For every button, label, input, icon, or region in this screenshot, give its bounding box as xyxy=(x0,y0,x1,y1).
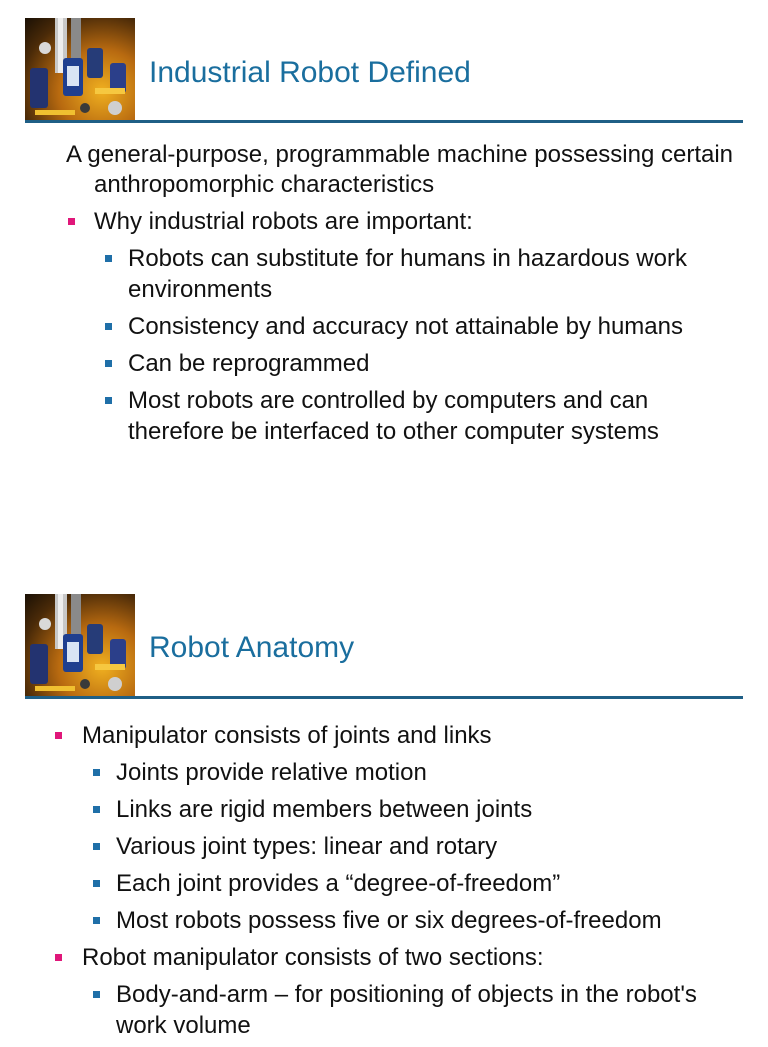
bullet-text: Most robots possess five or six degrees-of-freedom xyxy=(116,907,662,934)
bullet-text: Joints provide relative motion xyxy=(116,759,427,786)
bullet-square-icon xyxy=(55,732,62,739)
bullet-square-icon xyxy=(105,360,112,367)
bullet-square-icon xyxy=(105,323,112,330)
sub-bullet-item xyxy=(0,757,746,788)
slide-robot-anatomy xyxy=(0,576,768,1039)
bullet-text: Robot manipulator consists of two sections: xyxy=(82,944,544,971)
bullet-text: Links are rigid members between joints xyxy=(116,796,533,823)
sub-bullet-item xyxy=(0,243,728,305)
bullet-text: Robots can substitute for humans in hazardous work environments xyxy=(128,245,687,303)
title-divider xyxy=(25,696,743,699)
bullet-square-icon xyxy=(93,769,100,776)
bullet-item xyxy=(0,206,734,237)
sub-bullet-item xyxy=(0,868,746,899)
sub-bullet-item xyxy=(0,831,746,862)
title-divider xyxy=(25,120,743,123)
bullet-square-icon xyxy=(105,255,112,262)
slide-title: Industrial Robot Defined xyxy=(149,56,471,89)
robot-components-thumbnail xyxy=(25,18,135,122)
bullet-square-icon xyxy=(55,954,62,961)
slide-body xyxy=(0,140,768,453)
bullet-text: Each joint provides a “degree-of-freedom” xyxy=(116,870,561,897)
bullet-text: Body-and-arm – for positioning of objects in the robot's work volume xyxy=(116,981,697,1039)
bullet-square-icon xyxy=(93,880,100,887)
bullet-text: Manipulator consists of joints and links xyxy=(82,722,492,749)
bullet-text: Consistency and accuracy not attainable by humans xyxy=(128,313,683,340)
bullet-text: Why industrial robots are important: xyxy=(94,208,473,235)
bullet-item xyxy=(0,942,742,973)
bullet-text: Most robots are controlled by computers and can therefore be interfaced to other computer systems xyxy=(128,387,659,445)
bullet-square-icon xyxy=(93,843,100,850)
sub-bullet-item xyxy=(0,794,746,825)
bullet-item xyxy=(0,720,742,751)
bullet-square-icon xyxy=(93,991,100,998)
bullet-square-icon xyxy=(105,397,112,404)
sub-bullet-item xyxy=(0,385,728,447)
sub-bullet-item xyxy=(0,905,746,936)
intro-text: A general-purpose, programmable machine possessing certain anthropomorphic characteristics xyxy=(66,141,734,198)
slide-title: Robot Anatomy xyxy=(149,631,355,664)
sub-bullet-item xyxy=(0,311,728,342)
slide-body xyxy=(0,720,768,1047)
bullet-text: Can be reprogrammed xyxy=(128,350,370,377)
bullet-square-icon xyxy=(68,218,75,225)
sub-bullet-item xyxy=(0,979,746,1041)
bullet-square-icon xyxy=(93,917,100,924)
bullet-text: Various joint types: linear and rotary xyxy=(116,833,498,860)
bullet-square-icon xyxy=(93,806,100,813)
sub-bullet-item xyxy=(0,348,728,379)
robot-components-thumbnail xyxy=(25,594,135,698)
